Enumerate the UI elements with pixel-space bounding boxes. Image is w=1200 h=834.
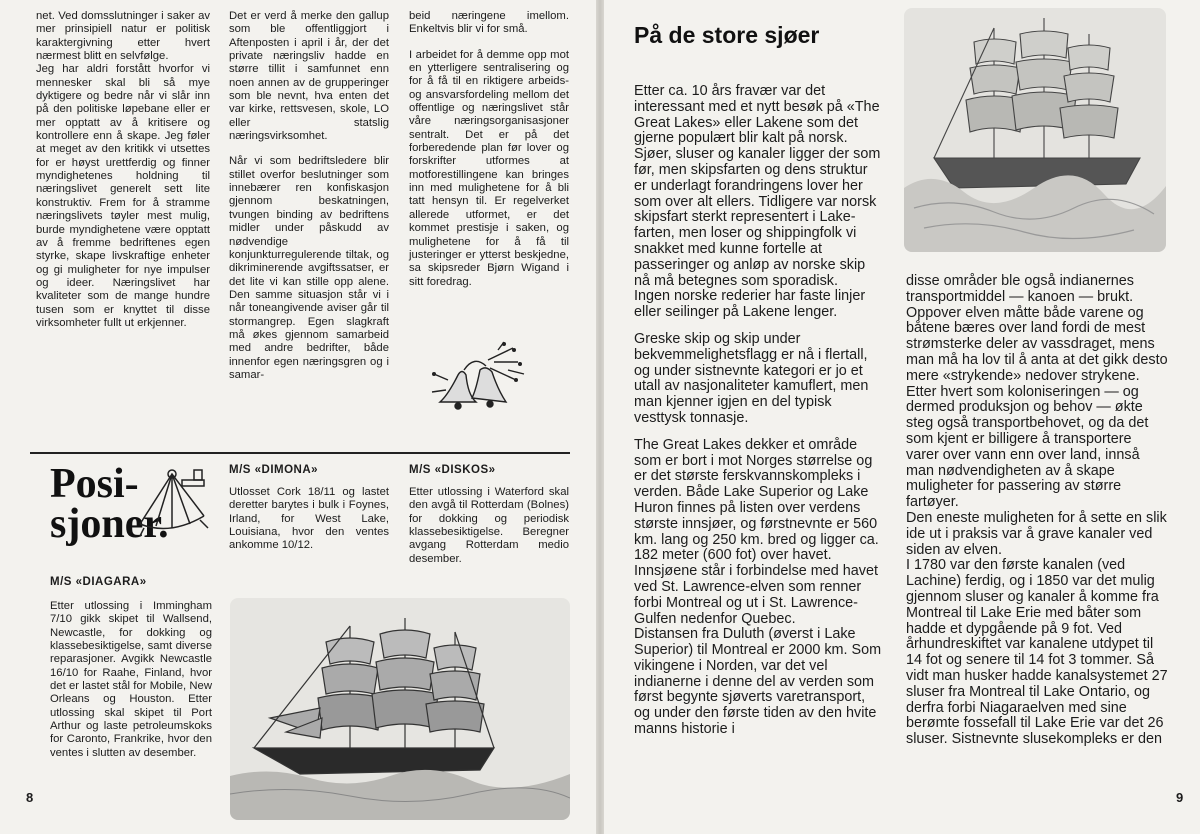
- paragraph: Innsjøene står i forbindelse med havet ved St. Lawrence-elven som renner forbi Montreal og ut i St. Lawrence-Gulfen nedenfor Quebec.: [634, 563, 878, 627]
- paragraph: disse områder ble også indianernes transportmiddel — kanoen — brukt.: [906, 273, 1134, 305]
- paragraph: Jeg har aldri forstått hvorfor vi mennesker skal bli så mye dyktigere og bedre når vi slår inn på den politiske løpebane eller er mer opptatt av å kritisere og kontrollere enn å skape. Jeg føler at meget av den kritikk vi utsettes for er høyst urettferdig og finner myndighetenes holdning til næringslivet generelt sett lite konstruktiv. Frem for å stramme næringslivets tøyler mest mulig, burde myndighetene være opptatt av å fremme bedriftenes egen styrke, skape livskraftige enheter og gi muligheter for nye impulser og ideer. Næringslivet har kvaliteter som de mange hundre tusen som er knyttet til disse virksomheter fullt ut erkjenner.: [36, 63, 210, 329]
- ship-in-storm-illustration: [904, 8, 1166, 252]
- article-column-2: [229, 10, 389, 382]
- paragraph: Sjøer, sluser og kanaler ligger der som før, men skipsfarten og dens struktur er underlagt forandringens lover her som over alt ellers. Tidligere var norsk skipsfart sterkt representert i Lake-farten, men loser og shippingfolk vi snakket med kunne fortelle at passeringer og anløp av norske skip nå må betegnes som sporadisk.: [634, 146, 881, 289]
- paragraph: Etter ca. 10 års fravær var det interessant med et nytt besøk på «The Great Lakes» eller Lakene som det gjerne populært blir kalt på norsk.: [634, 83, 880, 147]
- article-column-1: [36, 10, 210, 330]
- christmas-bells-icon: [428, 340, 528, 426]
- article-column-3: [409, 10, 569, 289]
- sailing-ship-illustration: [230, 598, 570, 820]
- ship-report-dimona: Utlosset Cork 18/11 og lastet deretter barytes i bulk i Foynes, Irland, for West Lake, Louisiana, hvor den ventes ankomme 10/12.: [229, 486, 389, 552]
- paragraph: Når vi som bedriftsledere blir stillet overfor beslutninger som innebærer ren konfiskasjon gjennom beskatningen, tvungen binding av bedriftens midler under påskudd av nødvendige konjunkturregulerende tiltak, og dikriminerende avgiftssatser, er det lite vi kan stille opp alene. Den samme situasjon står vi i når toneangivende aviser går til stormangrep. Egen slagkraft må økes gjennom samarbeid med andre bedrifter, både innenfor egen næringsgren og i samar-: [229, 155, 389, 381]
- paragraph: net. Ved domsslutninger i saker av mer prinsipiell natur er politisk karaktergivning etter hvert nærmest blitt en selvfølge.: [36, 10, 210, 63]
- clipper-ship-icon: [230, 598, 570, 820]
- paragraph: Den eneste muligheten for å sette en slik ide ut i praksis var å grave kanaler ved siden av elven.: [906, 509, 1167, 558]
- right-article-column-2: [906, 274, 1168, 748]
- paragraph: I arbeidet for å demme opp mot en ytterligere sentralisering og for å få til en riktigere arbeids- og ansvarsfordeling mellom det offentlige og næringslivet står våre næringsorganisasjoner sentralt. Det er på det forberedende plan før lover og forskrifter utformes at motforestillingene kan bringes inn med mulighetene for å bli tatt hensyn til. Er regelverket allerede utformet, er det kommet prestisje i saken, og mulighetene for å få til justeringer er ytterst beskjedne, sa skipsreder Bjørn Wigand i sitt foredrag.: [409, 48, 569, 288]
- section-divider: [30, 452, 570, 454]
- posisjoner-title: Posi- sjoner.: [50, 461, 169, 547]
- paragraph: Greske skip og skip under bekvemmelighetsflagg er nå i flertall, og under sistnevnte kategori er jo et utall av nasjonaliteter kamuflert, men man kjenner igjen en del typisk vesttysk tonnasje.: [634, 330, 869, 426]
- paragraph: beid næringene imellom. Enkeltvis blir vi for små.: [409, 10, 569, 36]
- paragraph: The Great Lakes dekker et område som er bort i mot Norges størrelse og er det største ferskvannskompleks i verden. Både Lake Superior og Lake Huron finnes på listen over verdens største innsjøer, og førstnevnte er 560 km. lang og 250 km. bred og ligger ca. 182 meter (600 fot) over havet.: [634, 436, 879, 564]
- paragraph: Det er verd å merke den gallup som ble offentliggjort i Aftenposten i april i år, der det private næringsliv hadde en større tillit i samfunnet enn noen annen av de grupperinger som ble nevnt, hva enten det var kirke, rettsvesen, skole, LO eller statslig næringsvirksomhet.: [229, 10, 389, 143]
- ship-name-diskos: M/S «DISKOS»: [409, 464, 496, 476]
- sextant-icon: [130, 466, 214, 538]
- paragraph: Distansen fra Duluth (øverst i Lake Superior) til Montreal er 2000 km. Som vikingene i Norden, var det vel indianerne i denne del av verden som først begynte sjøverts varetransport, og under den første tiden av den hvite manns historie i: [634, 626, 882, 738]
- sailing-ship-icon: [904, 8, 1166, 252]
- ship-name-diagara: M/S «DIAGARA»: [50, 576, 147, 588]
- book-gutter: [596, 0, 604, 834]
- paragraph: Oppover elven måtte både varene og båtene bæres over land fordi de mest strømsterke deler av vassdraget, mens man må ha lov til å anta at det gikk desto mere «strykende» nedover strykene.: [906, 304, 1168, 384]
- ship-name-dimona: M/S «DIMONA»: [229, 464, 319, 476]
- ship-report-diagara: Etter utlossing i Immingham 7/10 gikk skipet til Wallsend, Newcastle, for dokking og klassebesiktigelse, samt diverse reparasjoner. Avgikk Newcastle 16/10 for Raahe, Finland, hvor det er lastet stål for Mobile, New Orleans og Houston. Etter utlossing skal skipet til Port Arthur og laste petroleumskoks for Caronto, Frankrike, hvor den ventes i slutten av desember.: [50, 600, 212, 759]
- left-page: [0, 0, 596, 834]
- paragraph: I 1780 var den første kanalen (ved Lachine) ferdig, og i 1850 var det mulig gjennom sluser og kanaler å komme fra Montreal til Lake Erie med båter som hadde et dypgående på 9 fot. Ved århundreskiftet var kanalene utdypet til 14 fot og senere til 14 fot 3 tommer. Så vidt man husker hadde kanalsystemet 27 sluser fra Montreal til Lake Ontario, og derfra forbi Niagaraelven med sine berømte fossefall til Lake Erie var det 26 sluser. Sistnevnte slusekompleks er den: [906, 557, 1168, 748]
- right-page: [604, 0, 1200, 834]
- paragraph: Etter hvert som koloniseringen — og dermed produksjon og behov — økte steg også transportbehovet, og da det som kjent er billigere å transportere varer over vann enn over land, innså man nødvendigheten av å skape muligheter for passering av større fartøyer.: [906, 383, 1149, 511]
- ship-report-diskos: Etter utlossing i Waterford skal den avgå til Rotterdam (Bolnes) for dokking og periodisk klassebesiktigelse. Beregner avgang Rotterdam medio desember.: [409, 486, 569, 565]
- paragraph: Ingen norske rederier har faste linjer eller seilinger på Lakene lenger.: [634, 288, 866, 321]
- right-article-column-1: [634, 84, 884, 738]
- article-heading: På de store sjøer: [634, 22, 820, 48]
- page-number-left: 8: [26, 790, 34, 805]
- page-number-right: 9: [1176, 790, 1184, 805]
